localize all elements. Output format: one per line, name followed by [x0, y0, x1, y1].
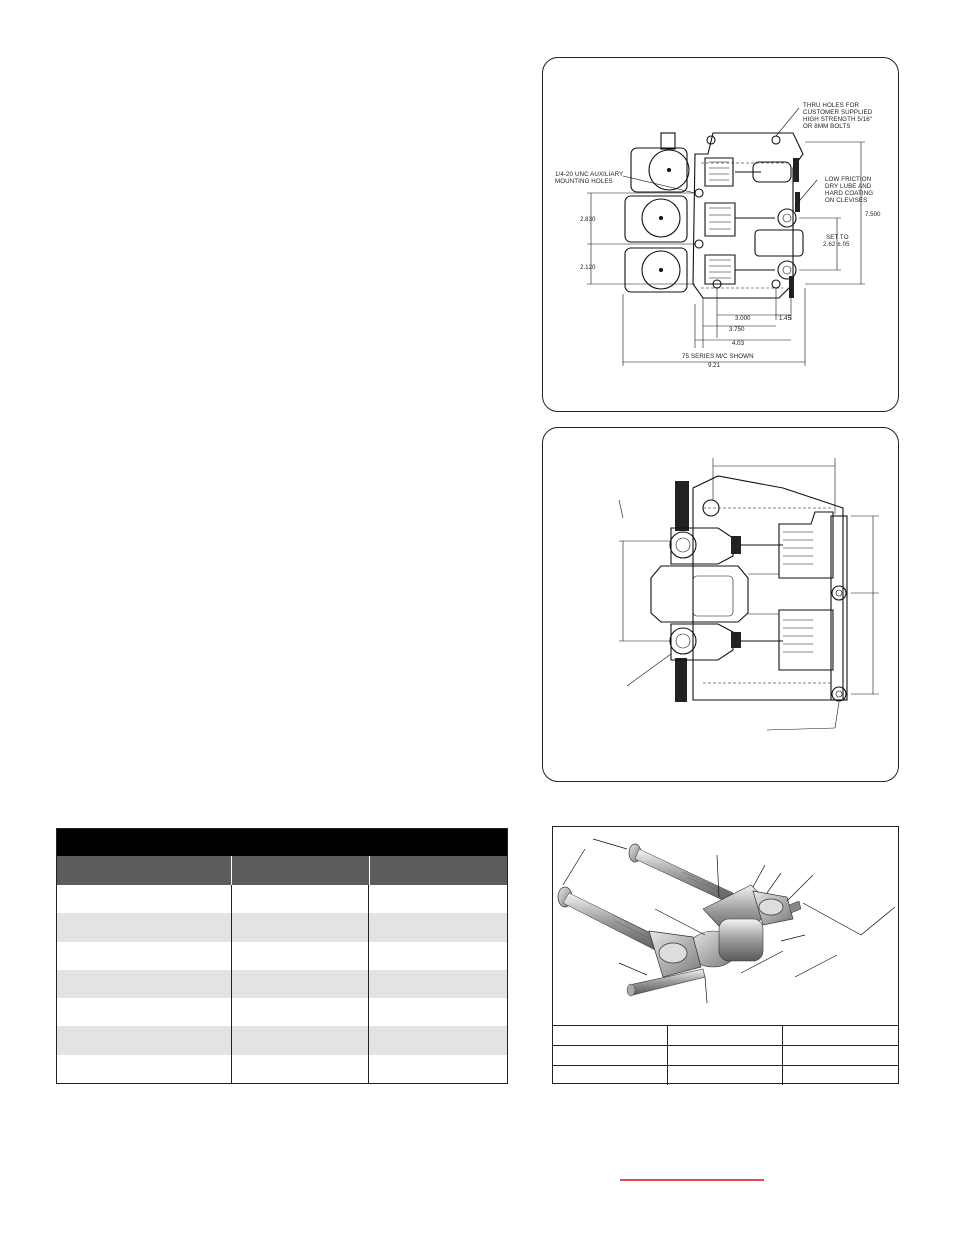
spec-col-3	[370, 856, 507, 885]
upper-clevis	[670, 528, 741, 564]
clevis-photo-box	[552, 826, 899, 1084]
rear-bolt	[629, 844, 733, 903]
link-underline[interactable]	[620, 1179, 764, 1181]
spec-table-column-headers	[57, 856, 507, 885]
clevis-render	[553, 827, 898, 1025]
clevis-mini-table	[553, 1025, 898, 1085]
table-row	[57, 1055, 507, 1083]
table-row	[57, 998, 507, 1026]
table-row	[553, 1065, 898, 1085]
front-bolt	[558, 887, 663, 951]
spec-col-1	[57, 856, 232, 885]
callout-set-to-2: 2.62 ±.05	[823, 241, 850, 248]
spec-table	[56, 828, 508, 1084]
table-row	[553, 1025, 898, 1045]
dim-3000: 3.000	[735, 315, 751, 322]
reservoir-cap-3	[625, 248, 687, 292]
callout-low-friction-1: LOW FRICTION	[825, 176, 872, 183]
callout-aux-holes-2: MOUNTING HOLES	[555, 178, 613, 185]
master-cylinder-top-view	[543, 58, 898, 411]
callout-thru-holes-3: HIGH STRENGTH 5/16"	[803, 116, 873, 123]
table-row	[57, 1026, 507, 1054]
cylinder-bellows	[705, 158, 735, 284]
table-row	[57, 913, 507, 941]
dim-7500: 7.500	[865, 211, 881, 218]
detail-dimensions	[619, 458, 879, 730]
callout-low-friction-2: DRY LUBE AND	[825, 183, 872, 190]
dim-921: 9.21	[708, 362, 721, 369]
mounting-plate	[693, 476, 847, 701]
top-drawing-panel	[542, 57, 899, 412]
table-row	[553, 1045, 898, 1065]
reservoir-body	[651, 566, 779, 622]
lower-clevis	[670, 624, 741, 660]
reservoir-cap-1	[631, 133, 689, 192]
callout-low-friction-4: ON CLEVISES	[825, 197, 868, 204]
dim-2120: 2.120	[580, 264, 596, 271]
callout-thru-holes-2: CUSTOMER SUPPLIED	[803, 109, 873, 116]
series-note: 75 SERIES M/C SHOWN	[682, 353, 754, 360]
callout-aux-holes-1: 1/4-20 UNC AUXILIARY	[555, 171, 624, 178]
dim-2830: 2.830	[580, 216, 596, 223]
clevis-detail-view	[543, 428, 898, 781]
callout-thru-holes-4: OR 8MM BOLTS	[803, 123, 851, 130]
bellows	[741, 512, 833, 670]
reservoir-cap-2	[625, 196, 687, 242]
dim-403: 4.03	[732, 340, 745, 347]
threaded-rods	[675, 481, 689, 702]
callout-thru-holes-1: THRU HOLES FOR	[803, 102, 860, 109]
dim-3750: 3.750	[729, 326, 745, 333]
detail-drawing-panel	[542, 427, 899, 782]
callout-set-to-1: SET TO	[826, 234, 849, 241]
table-row	[57, 942, 507, 970]
callout-low-friction-3: HARD COATING	[825, 190, 874, 197]
dimension-lines	[587, 108, 868, 366]
spec-col-2	[232, 856, 369, 885]
dim-145: 1.45	[779, 315, 792, 322]
spec-table-header	[57, 829, 507, 856]
table-row	[57, 885, 507, 913]
table-row	[57, 970, 507, 998]
